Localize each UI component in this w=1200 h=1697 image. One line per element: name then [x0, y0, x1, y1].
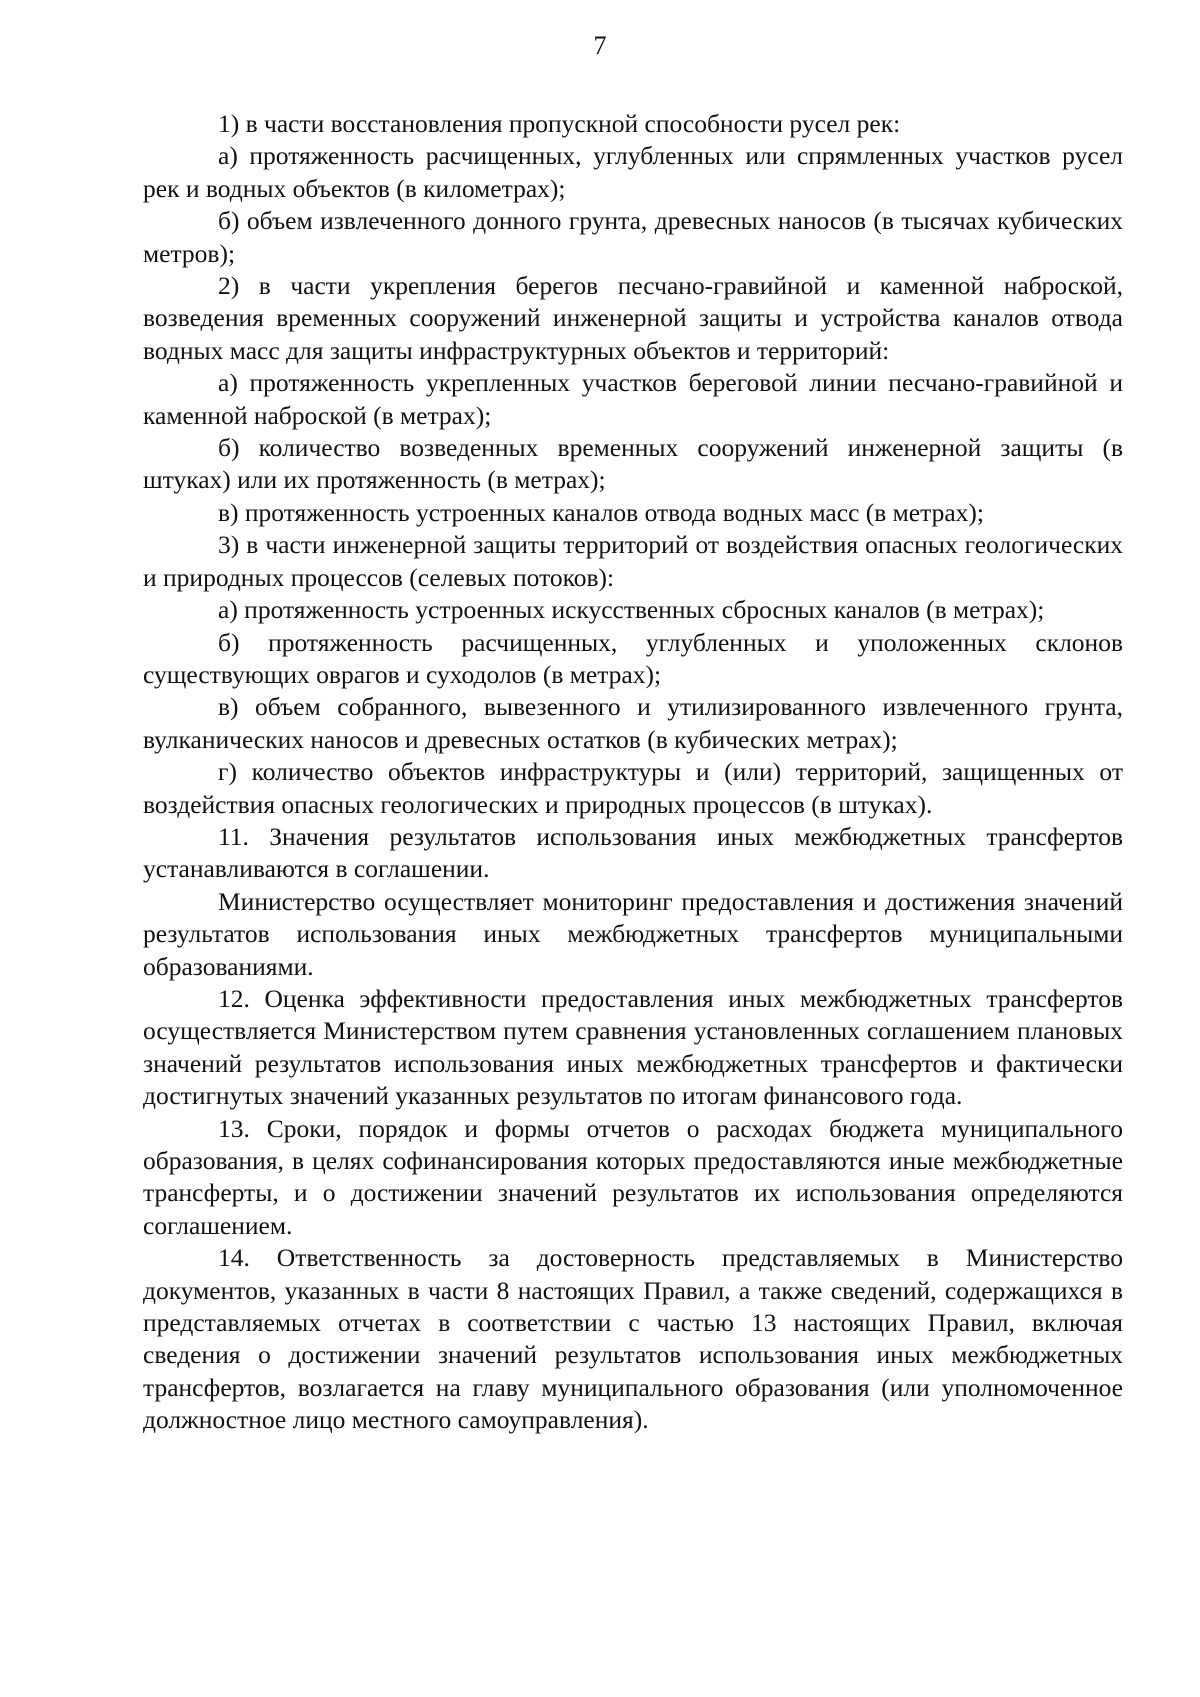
paragraph-2: 2) в части укрепления берегов песчано-гравийной и каменной наброской, возведения временных сооружений инженерной защиты и устройства каналов отвода водных масс для защиты инфраструктурных объектов и территорий:	[143, 271, 1123, 365]
paragraph-2b: б) количество возведенных временных сооружений инженерной защиты (в штуках) или их протяженность (в метрах);	[143, 433, 1123, 495]
page-number: 7	[593, 31, 607, 60]
paragraph-3g: г) количество объектов инфраструктуры и (или) территорий, защищенных от воздействия опасных геологических и природных процессов (в штуках).	[143, 757, 1123, 819]
paragraph-2v: в) протяженность устроенных каналов отвода водных масс (в метрах);	[218, 497, 984, 527]
paragraph-11: 11. Значения результатов использования иных межбюджетных трансфертов устанавливаются в соглашении.	[143, 821, 1123, 884]
paragraph-12: 12. Оценка эффективности предоставления иных межбюджетных трансфертов осуществляется Министерством путем сравнения установленных соглашением плановых значений результатов использования иных межбюджетных трансфертов и фактически достигнутых значений указанных результатов по итогам финансового года.	[143, 983, 1123, 1111]
paragraph-3a: а) протяженность устроенных искусственных сбросных каналов (в метрах);	[218, 595, 1045, 625]
paragraph-3v: в) объем собранного, вывезенного и утилизированного извлеченного грунта, вулканических наносов и древесных остатков (в кубических метрах);	[143, 692, 1123, 754]
paragraph-3: 3) в части инженерной защиты территорий от воздействия опасных геологических и природных процессов (селевых потоков):	[143, 530, 1123, 592]
paragraph-1: 1) в части восстановления пропускной способности русел рек:	[218, 109, 901, 138]
paragraph-14: 14. Ответственность за достоверность представляемых в Министерство документов, указанных в части 8 настоящих Правил, а также сведений, содержащихся в представляемых отчетах в соответствии с частью 13 настоящих Правил, включая сведения о достижении значений результатов использования иных межбюджетных трансфертов, возлагается на главу муниципального образования (или уполномоченное должностное лицо местного самоуправления).	[143, 1243, 1123, 1435]
paragraph-1a: а) протяженность расчищенных, углубленных или спрямленных участков русел рек и водных объектов (в километрах);	[143, 141, 1123, 203]
paragraph-2a: а) протяженность укрепленных участков береговой линии песчано-гравийной и каменной наброской (в метрах);	[143, 368, 1123, 430]
paragraph-3b: б) протяженность расчищенных, углубленных и уположенных склонов существующих оврагов и суходолов (в метрах);	[143, 627, 1123, 689]
paragraph-13: 13. Сроки, порядок и формы отчетов о расходах бюджета муниципального образования, в целях софинансирования которых предоставляются иные межбюджетные трансферты, и о достижении значений результатов их использования определяются соглашением.	[143, 1113, 1123, 1240]
paragraph-monitoring: Министерство осуществляет мониторинг предоставления и достижения значений результатов использования иных межбюджетных трансфертов муниципальными образованиями.	[143, 886, 1123, 981]
document-body	[143, 108, 1123, 1437]
paragraph-1b: б) объем извлеченного донного грунта, древесных наносов (в тысячах кубических метров);	[143, 206, 1123, 268]
